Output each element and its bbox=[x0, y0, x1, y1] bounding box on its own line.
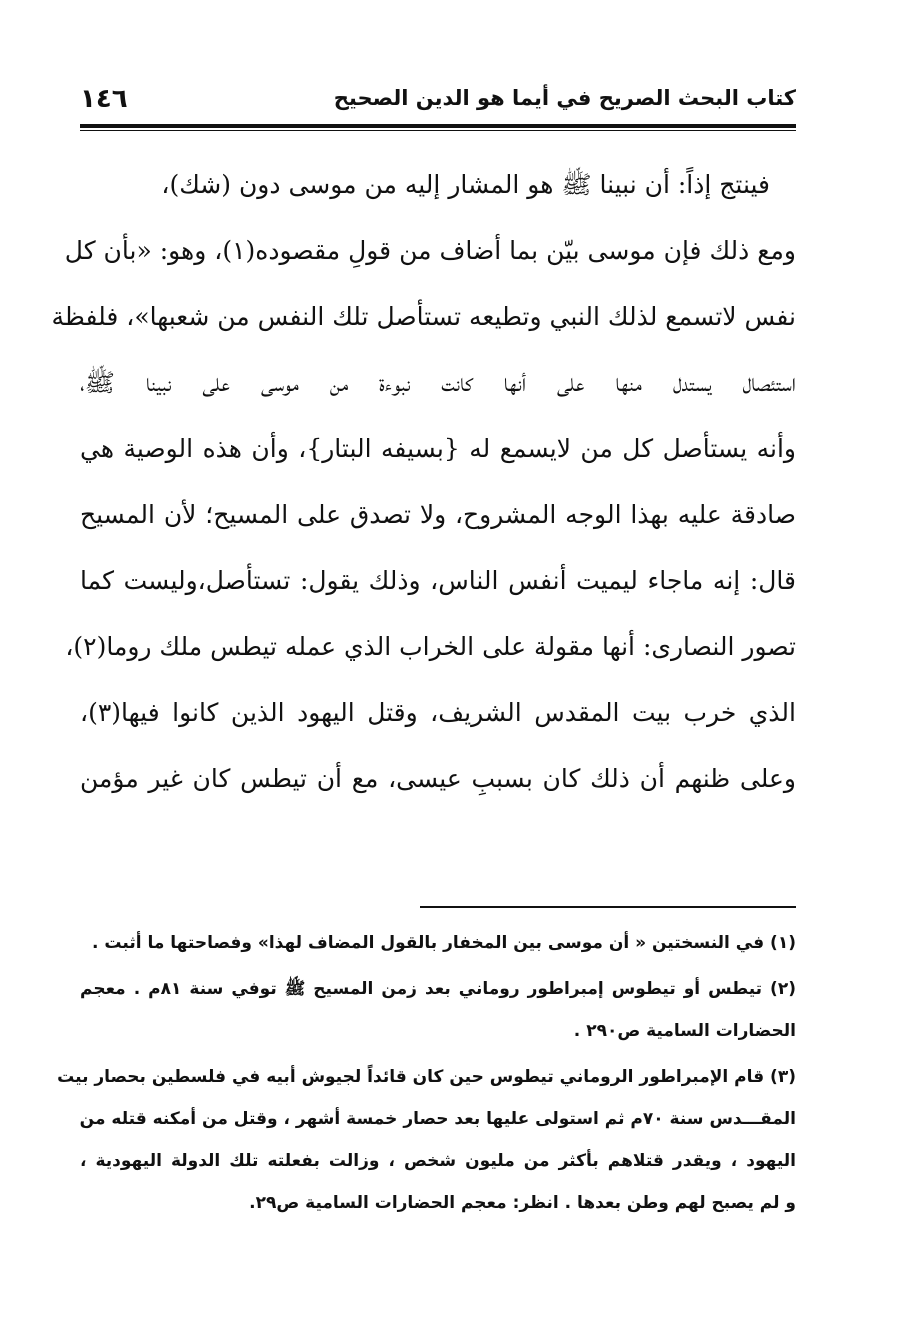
body-line: وعلى ظنهم أن ذلك كان بسببِ عيسى، مع أن تيطس كان غير مؤمن bbox=[80, 764, 796, 793]
header-rule-thick bbox=[80, 124, 796, 128]
body-line: وأنه يستأصل كل من لايسمع له {بسيفه البتار}، وأن هذه الوصية هي bbox=[80, 434, 796, 463]
footnote-3-continued: و لم يصبح لهم وطن بعدها . انظر: معجم الحضارات السامية ص٢٩. bbox=[249, 1193, 796, 1213]
body-line: نفس لاتسمع لذلك النبي وتطيعه تستأصل تلك النفس من شعبها»، فلفظة bbox=[51, 302, 796, 331]
footnote-2: (٢) تيطس أو تيطوس إمبراطور روماني بعد زمن المسيح ﷺ توفي سنة ٨١م . معجم bbox=[80, 979, 796, 999]
footnote-3-continued: المقـــدس سنة ٧٠م ثم استولى عليها بعد حصار خمسة أشهر ، وقتل من أمكنه قتله من bbox=[79, 1109, 796, 1129]
body-line: الذي خرب بيت المقدس الشريف، وقتل اليهود الذين كانوا فيها(٣)، bbox=[80, 698, 796, 727]
body-line: فينتج إذاً: أن نبينا ﷺ هو المشار إليه من موسى دون (شك)، bbox=[161, 170, 770, 199]
header-rule-thin bbox=[80, 130, 796, 131]
body-line: استئصال يستدل منها على أنها كانت نبوءة من موسى على نبينا ﷺ، bbox=[80, 368, 796, 397]
body-line: صادقة عليه بهذا الوجه المشروح، ولا تصدق على المسيح؛ لأن المسيح bbox=[80, 500, 796, 529]
footnotes bbox=[57, 922, 796, 1224]
page-header bbox=[80, 84, 796, 122]
footnote-3-continued: اليهود ، ويقدر قتلاهم بأكثر من مليون شخص ، وزالت بفعلته تلك الدولة اليهودية ، bbox=[80, 1151, 796, 1171]
body-line: قال: إنه ماجاء ليميت أنفس الناس، وذلك يقول: تستأصل،وليست كما bbox=[80, 566, 796, 595]
body-line: ومع ذلك فإن موسى بيّن بما أضاف من قولِ مقصوده(١)، وهو: «بأن كل bbox=[64, 236, 796, 265]
footnote-3: (٣) قام الإمبراطور الروماني تيطوس حين كان قائداً لجيوش أبيه في فلسطين بحصار بيت bbox=[57, 1067, 796, 1087]
page-number: ١٤٦ bbox=[80, 84, 128, 114]
footnote-1: (١) في النسختين « أن موسى بين المخفار بالقول المضاف لهذا» وفصاحتها ما أثبت . bbox=[92, 933, 796, 953]
body-line: تصور النصارى: أنها مقولة على الخراب الذي عمله تيطس ملك روما(٢)، bbox=[65, 632, 796, 661]
book-title: كتاب البحث الصريح في أيما هو الدين الصحيح bbox=[333, 86, 796, 110]
body-text bbox=[51, 152, 796, 812]
footnote-2-continued: الحضارات السامية ص٢٩٠ . bbox=[573, 1021, 796, 1041]
footnote-separator bbox=[420, 906, 796, 908]
